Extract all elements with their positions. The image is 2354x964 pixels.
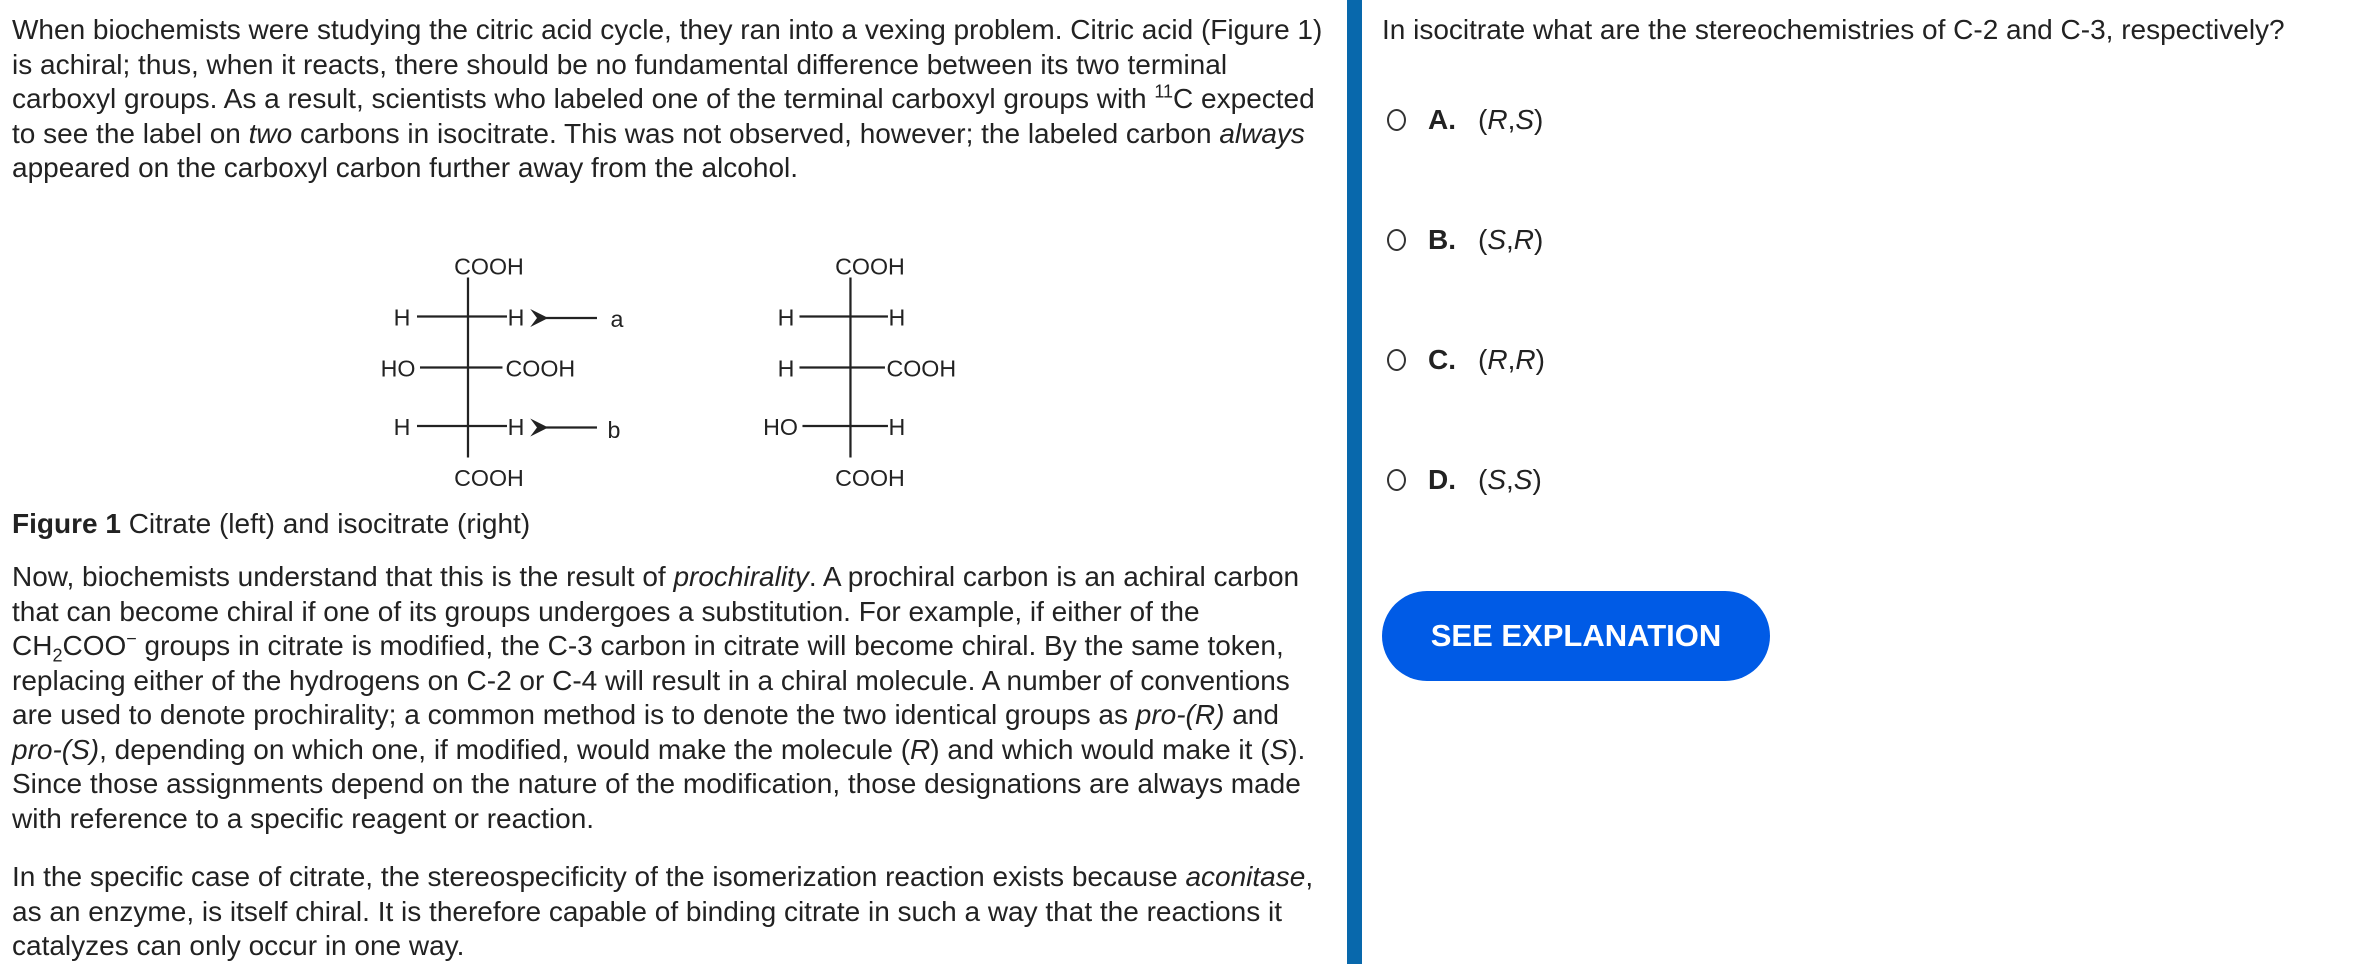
see-explanation-button[interactable]: SEE EXPLANATION — [1382, 591, 1770, 681]
option-c[interactable] — [1387, 340, 1545, 380]
emphasis: aconitase — [1185, 861, 1306, 892]
text: ) and which would make it ( — [930, 733, 1270, 765]
radio-icon[interactable] — [1387, 109, 1406, 131]
isocitrate-top-group: COOH — [835, 253, 905, 280]
text: Now, biochemists understand that this is the result of — [12, 561, 674, 592]
isotope-superscript: 11 — [1154, 81, 1174, 102]
arrow-a-label: a — [610, 306, 624, 333]
text: ). Since those assignments depend on the nature of the modification, those designations are always made with reference to a specific reagent or reaction. — [12, 733, 1306, 834]
option-d[interactable] — [1387, 460, 1542, 500]
option-value: ( R , R ) — [1478, 344, 1545, 376]
citrate-r3-right: H — [507, 414, 525, 441]
caption-text: Citrate (left) and isocitrate (right) — [120, 508, 531, 539]
option-letter: B. — [1428, 224, 1456, 255]
text: appeared on the carboxyl carbon further away from the alcohol. — [12, 152, 799, 183]
text: C expected to see the label on — [12, 83, 1315, 149]
isocitrate-r1-right: H — [888, 304, 906, 331]
arrow-b-label: b — [607, 417, 621, 444]
option-b[interactable] — [1387, 220, 1543, 260]
emphasis: pro-(S) — [12, 733, 100, 765]
option-letter: A. — [1428, 104, 1456, 135]
citrate-r3-left: H — [393, 414, 411, 441]
question-text: In isocitrate what are the stereochemistries of C-2 and C-3, respectively? — [1382, 14, 2285, 45]
radio-icon[interactable] — [1387, 349, 1406, 371]
emphasis: R — [910, 733, 931, 765]
passage-paragraph-3 — [12, 860, 1328, 964]
charge-superscript: − — [126, 628, 137, 649]
option-value: ( S , R ) — [1478, 224, 1543, 256]
citrate-r2-right: COOH — [505, 355, 576, 382]
radio-icon[interactable] — [1387, 229, 1406, 251]
text: COO — [62, 630, 127, 661]
isocitrate-structure — [799, 278, 887, 458]
isocitrate-r3-right: H — [888, 414, 906, 441]
caption-label: Figure 1 — [12, 508, 121, 539]
passage-paragraph-1 — [12, 13, 1328, 186]
text: When biochemists were studying the citric acid cycle, they ran into a vexing problem. Citric acid (Figure 1) is achiral; thus, when it reacts, there should be no fundamental difference between its two terminal carboxyl groups. As a result, scientists who labeled one of the terminal carboxyl groups with — [12, 14, 1323, 114]
figure-caption — [12, 507, 1328, 542]
option-value: ( S , S ) — [1478, 464, 1542, 496]
isocitrate-r1-left: H — [777, 304, 795, 331]
text: . A prochiral carbon is an achiral carbon that can become chiral if one of its groups undergoes a substitution. For example, if either of the CH — [12, 561, 1300, 661]
citrate-r1-left: H — [393, 304, 411, 331]
subscript: 2 — [52, 645, 63, 666]
citrate-bottom-group: COOH — [454, 465, 524, 492]
text: , depending on which one, if modified, would make the molecule ( — [99, 733, 911, 765]
text: carbons in isocitrate. This was not observed, however; the labeled carbon — [292, 117, 1220, 149]
citrate-r2-left: HO — [380, 355, 416, 382]
option-value: ( R , S ) — [1478, 104, 1543, 136]
option-a[interactable] — [1387, 100, 1543, 140]
citrate-r1-right: H — [507, 304, 525, 331]
emphasis: prochirality — [673, 561, 809, 592]
panel-divider — [1347, 0, 1362, 964]
emphasis: two — [248, 117, 293, 149]
figure-1-fischer-projections — [330, 230, 1030, 530]
emphasis: always — [1219, 117, 1305, 149]
text: , as an enzyme, is itself chiral. It is therefore capable of binding citrate in such a way that the reactions it catalyzes can only occur in one way. — [12, 861, 1314, 961]
isocitrate-r2-right: COOH — [886, 355, 957, 382]
emphasis: S — [1269, 733, 1289, 765]
isocitrate-r2-left: H — [777, 355, 795, 382]
passage-paragraph-2 — [12, 560, 1328, 836]
option-letter: C. — [1428, 344, 1456, 375]
text: groups in citrate is modified, the C-3 carbon in citrate will become chiral. By the same token, replacing either of the hydrogens on C-2 or C-4 will result in a chiral molecule. A number of conventions are used to denote prochirality; a common method is to denote the two identical groups as — [12, 630, 1290, 730]
isocitrate-r3-left: HO — [763, 414, 798, 441]
isocitrate-bottom-group: COOH — [835, 465, 905, 492]
option-letter: D. — [1428, 464, 1456, 495]
emphasis: pro-(R) — [1135, 699, 1225, 730]
citrate-top-group: COOH — [454, 253, 524, 280]
text: In the specific case of citrate, the stereospecificity of the isomerization reaction exists because — [12, 861, 1186, 892]
radio-icon[interactable] — [1387, 469, 1406, 491]
text: and — [1224, 699, 1279, 730]
